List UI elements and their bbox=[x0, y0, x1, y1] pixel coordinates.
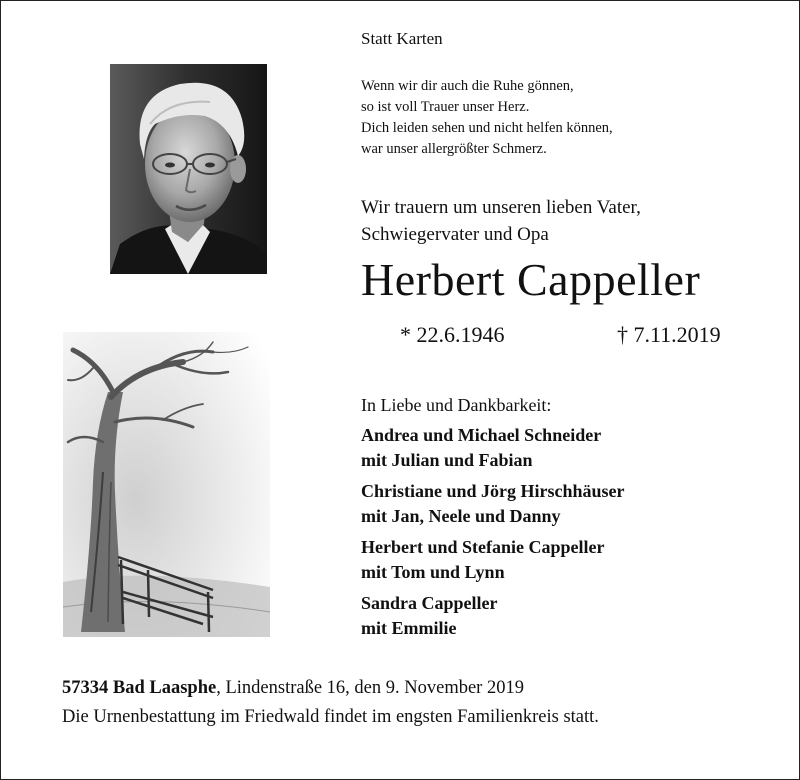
address-rest: , Lindenstraße 16, den 9. November 2019 bbox=[216, 678, 524, 698]
family-children: mit Tom und Lynn bbox=[361, 562, 505, 582]
death-date: † 7.11.2019 bbox=[617, 322, 721, 347]
family-entry bbox=[361, 591, 625, 641]
poem bbox=[361, 76, 613, 160]
burial-note: Die Urnenbestattung im Friedwald findet im engsten Familienkreis statt. bbox=[62, 707, 599, 727]
intro-line: Wir trauern um unseren lieben Vater, bbox=[361, 197, 641, 218]
family-names: Sandra Cappeller bbox=[361, 593, 498, 613]
address-city: 57334 Bad Laasphe bbox=[62, 678, 217, 698]
deceased-name: Herbert Cappeller bbox=[361, 254, 701, 305]
thanks-line: In Liebe und Dankbarkeit: bbox=[361, 395, 552, 415]
intro-line: Schwiegervater und Opa bbox=[361, 224, 549, 245]
statt-karten-heading: Statt Karten bbox=[361, 29, 443, 48]
mourners-list bbox=[361, 423, 625, 647]
poem-line: war unser allergrößter Schmerz. bbox=[361, 141, 547, 157]
family-children: mit Julian und Fabian bbox=[361, 450, 533, 470]
birth-date: * 22.6.1946 bbox=[400, 322, 505, 347]
address-line bbox=[62, 678, 524, 699]
family-entry bbox=[361, 479, 625, 529]
poem-line: Wenn wir dir auch die Ruhe gönnen, bbox=[361, 78, 574, 94]
poem-line: so ist voll Trauer unser Herz. bbox=[361, 99, 530, 115]
poem-line: Dich leiden sehen und nicht helfen können, bbox=[361, 120, 613, 136]
family-names: Herbert und Stefanie Cappeller bbox=[361, 537, 605, 557]
family-entry bbox=[361, 535, 625, 585]
tree-bench-drawing bbox=[63, 332, 270, 637]
mourning-intro bbox=[361, 194, 641, 248]
family-children: mit Jan, Neele und Danny bbox=[361, 506, 561, 526]
family-entry bbox=[361, 423, 625, 473]
family-names: Christiane und Jörg Hirschhäuser bbox=[361, 481, 625, 501]
family-children: mit Emmilie bbox=[361, 618, 457, 638]
family-names: Andrea und Michael Schneider bbox=[361, 425, 602, 445]
portrait-photo bbox=[110, 64, 267, 274]
